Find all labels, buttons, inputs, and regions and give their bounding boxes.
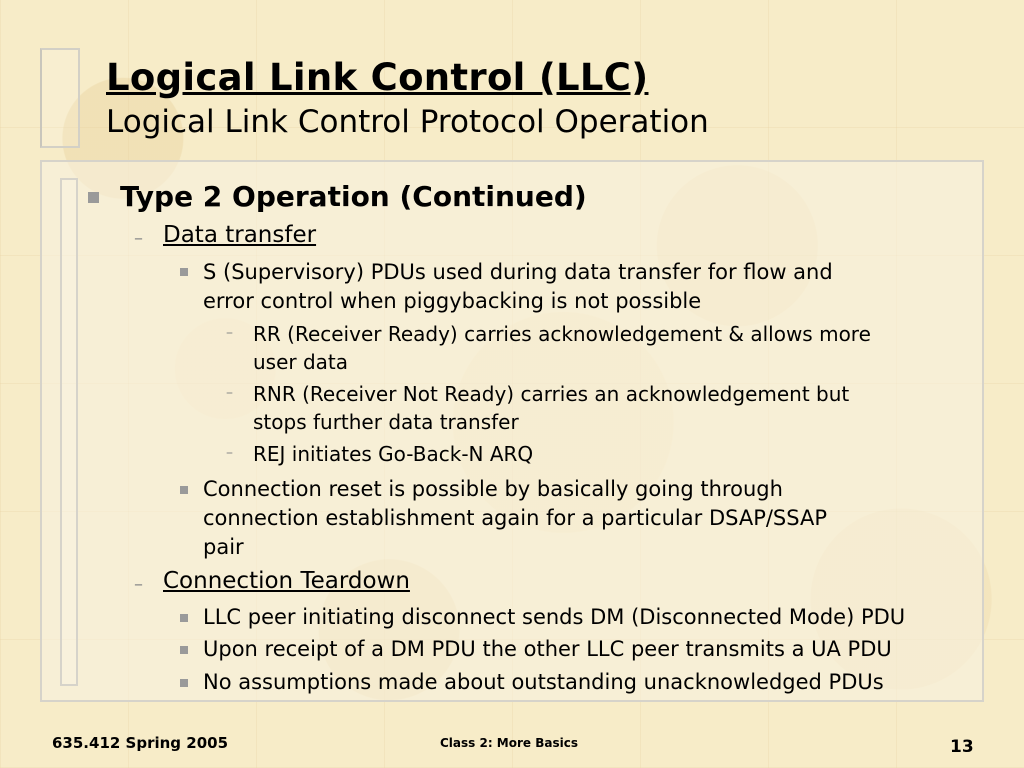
s-pdus-text-line1: S (Supervisory) PDUs used during data transfer for flow and: [203, 260, 833, 284]
square-bullet-icon: [180, 268, 188, 276]
rr-text-line1: RR (Receiver Ready) carries acknowledgement & allows more: [253, 322, 871, 346]
teardown-item-2: Upon receipt of a DM PDU the other LLC peer transmits a UA PDU: [203, 637, 892, 661]
square-bullet-icon: [180, 486, 188, 494]
teardown-heading: Connection Teardown: [163, 568, 410, 594]
reset-text-line3: pair: [203, 535, 244, 559]
slide-title: Logical Link Control (LLC): [106, 56, 649, 99]
footer-class-name: Class 2: More Basics: [440, 736, 578, 750]
data-transfer-heading: Data transfer: [163, 222, 317, 248]
dash-bullet-icon: –: [226, 385, 233, 401]
rnr-text-line1: RNR (Receiver Not Ready) carries an acknowledgement but: [253, 382, 850, 406]
square-bullet-icon: [180, 614, 188, 622]
dash-bullet-icon: –: [226, 445, 233, 461]
reset-text-line1: Connection reset is possible by basically going through: [203, 477, 783, 501]
slide-subtitle: Logical Link Control Protocol Operation: [106, 104, 709, 140]
level1-heading: Type 2 Operation (Continued): [120, 180, 587, 213]
s-pdus-text-line2: error control when piggybacking is not possible: [203, 289, 702, 313]
square-bullet-icon: [180, 646, 188, 654]
teardown-item-3: No assumptions made about outstanding unacknowledged PDUs: [203, 670, 884, 694]
rr-text-line2: user data: [253, 350, 349, 374]
reset-text-line2: connection establishment again for a particular DSAP/SSAP: [203, 506, 828, 530]
content-accent-bar: [60, 178, 78, 686]
footer-course: 635.412 Spring 2005: [52, 734, 229, 752]
rej-text: REJ initiates Go-Back-N ARQ: [253, 442, 534, 466]
title-accent-bar: [40, 48, 80, 148]
square-bullet-icon: [180, 679, 188, 687]
dash-bullet-icon: –: [226, 325, 233, 341]
square-bullet-icon: [88, 192, 99, 203]
rnr-text-line2: stops further data transfer: [253, 410, 519, 434]
dash-bullet-icon: –: [134, 228, 143, 249]
dash-bullet-icon: –: [134, 574, 143, 595]
footer-page-number: 13: [950, 737, 974, 757]
teardown-item-1: LLC peer initiating disconnect sends DM (Disconnected Mode) PDU: [203, 605, 906, 629]
